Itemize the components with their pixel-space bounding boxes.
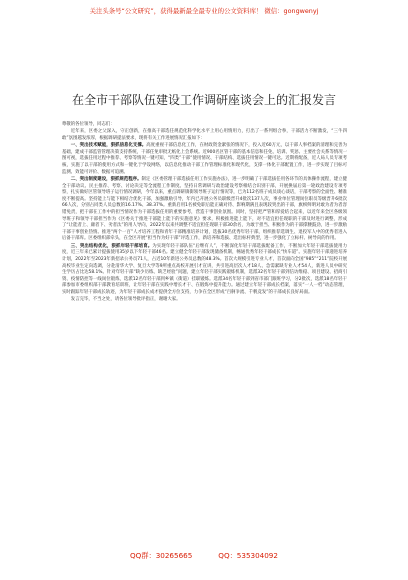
section-heading-1: 一、突出技术赋能，狠抓信息化支撑。 [70,143,147,149]
footer-contact [0,551,408,561]
salutation: 尊敬的各位领导，同志们： [62,122,115,127]
promo-banner: 关注头条号“公文研究”，获得最新最全最专业的公文资料库！ 微信：gongwenyj [89,7,319,15]
section-body-2: 制定《区委管理干部选拔任用工作实施办法》，进一步明确了干部选拔任用各环节的具体操作流程，建立健全干部动议、民主推荐、考察、讨论决定等全流程工作制度。坚持日常调研与政治建设考察相结合识别干部，开展换届后第一轮政治建设专项考察，扎实做好区管领导班子运行情况调研，今年以来，重点调研镇街领导班子运行情况等，已为112名班子成员谈心谈话，干部考察的全面性、精准度不断提高。坚持能上与能下相结合优化干部，加强激励引导，年内已开展公务员职级晋升4批次137人次，事业单位管理岗位职员等级晋升6批次66人次，分别占同类人员总数的16.17%、38.37%。重新启用1名被免职后能正确对待、影响期满且表现较突出的干部，旗帜鲜明对敢为者为者容错免责，把干部在工作中的担当情况作为干部选拔任用的重要参考，营造干事创业氛围。同时，坚持把严管和厚爱结合起来，以近年来全区各级领导班子和领导干部担当作为《区委关于推进干部能上能下的实施意见》要求，积极推进能上能下，对不适宜担任现职的干部及时进行调整，形成了“让能者上、庸者下、劣者汰”的用人导向，2022年以来共调整不适宜担任现职干部30余名，为敢于担当、积极作为的干部撑腰鼓劲，进一步激励干部干事创业热情。推进“两个一百”人才培养工程和青年干部精准培养计划，选拔30名优秀年轻干部，组织推荐选调生、退役军人中的优秀者进入后备干部库。区委组织部牵头，在全区开展“担当作为好干部”评选工作，新培养和选拔、选出标杆典型，进一步强化了立标杆、树导向的作用。 [62,177,347,242]
qq-number-text: QQ：535304092 [218,551,278,560]
document-title: 在全市干部队伍建设工作调研座谈会上的汇报发言 [71,93,336,107]
section-paragraph-2 [62,177,347,242]
section-heading-3: 三、突出结构优化，狠抓年轻干部培育。 [70,243,153,249]
section-paragraph-1 [62,143,347,176]
document-body [62,122,347,304]
section-heading-2: 二、突出制度建设，狠抓规范程序。 [70,177,142,183]
intro-paragraph: 近年来，区委之父深入，守正创新，在推高干部选任规范化科学化水平上用心用情用力，打出了一系列组合拳，干部活力不断激发，“三牛四敢”氛围越发浓厚，根据调研提法要求，现将有关工作进展情况汇报如下： [62,129,347,141]
section-body-3: 为实现年轻干部队伍“后继有人”，不断深化年轻干部选拔配备工作，不断加大年轻干部选拔使用力度，近三年来已累计提拔使用35岁以下年轻干部46名。建立健全年轻干部发现储备机制，畅通优秀年轻干部成长“快车道”。实施年轻干部递进培养计划，2022年至2023年新招录公务员71人，占近10年新进公务员总数的48.3%。首次大规模引进专业人才，首次面向全国“985”“211”院校开展高校毕业生定向选调，分赴清华大学、复旦大学等9所重点高校开展引才宣讲，共引进高层次人才18人、急需紧缺专业人才54人，新进人员中研究生学历占比达58.1%。针对年轻干部“缺少历练、缺乏经验”问题，建立年轻干部实践锻炼机制，选派32名年轻干部到信访维稳、项目建设、招商引资、疫情防控等一线岗位锻炼，选派12名年轻干部到乡镇（街道）挂职锻炼。选派34名年轻干部到省市部门跟班学习，分2批次，选派18名年轻干部参加市委组织部干部教育培训班，让年轻干部在实践中增长才干、在锻炼中提升能力。通过建立年轻干部成长档案，落实“一人一档”动态管理，实时跟踪年轻干部成长轨迹，为年轻干部成长成才提供全方位支持，力争在全区形成“百舸争流、千帆竞发”的干部成长良好局面。 [62,243,347,295]
qq-group-text: QQ群：30265665 [130,551,193,560]
section-body-1: 高度重视干部信息化工作，在财政资金紧张的情况下，投入近60万元，以干部人事档案的清理和完善为基础，建成干部监管管理决策支持系统，干部任免审批无纸化上会系统。近900名区管干部的基本信息和任免、培训、奖惩、主要社会关系等情况一图可视，选拔任用过程中推荐、考察等情况一键可知，“四类”干部“使用情况、干部结构、选拔任用情况一键可达。近期将配备，近人局人员专项考核，实施了以干部的使用方式和一键化于学设网络，以信息化推动干部工作管理标准化和现代化，支撑一体化干部配置工作，进一步实现了目标可监测、效能可评价、数据可追溯。 [62,143,347,175]
closing-paragraph: 发言完毕，不当之处，请各位领导批评指正，谢谢大家。 [70,297,181,303]
section-paragraph-3 [62,244,347,296]
